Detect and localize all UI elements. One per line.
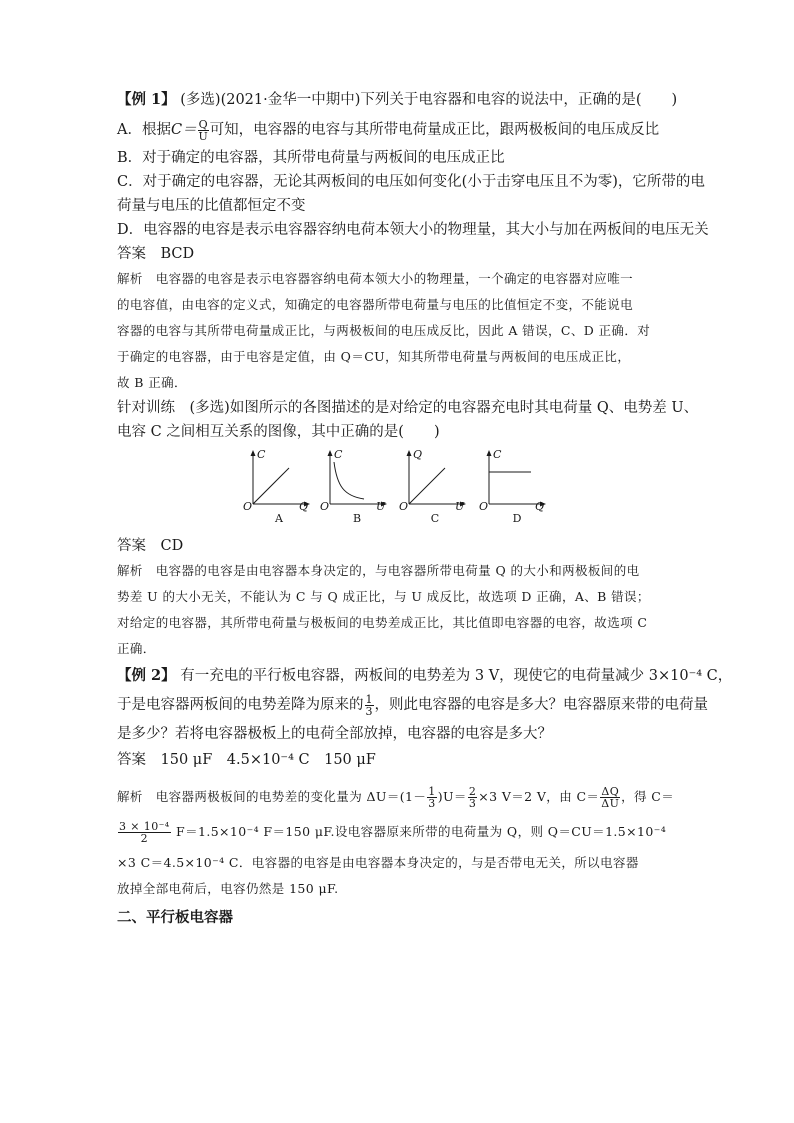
example1-stem: 【例 1】 (多选)(2021·金华一中期中)下列关于电容器和电容的说法中，正确的是( ): [117, 91, 678, 108]
graph-b-name: B: [352, 512, 362, 525]
option-b: B．对于确定的电容器，其所带电荷量与两板间的电压成正比: [117, 150, 505, 166]
graph-b-x-label: U: [376, 500, 386, 513]
graph-b-y-label: C: [334, 448, 343, 461]
analysis-line: 于确定的电容器，由于电容是定值，由 Q＝CU，知其所带电荷量与两板间的电压成正比，: [117, 349, 631, 364]
example2-label: 【例 2】: [117, 667, 176, 684]
graph-c-name: C: [430, 512, 440, 525]
example2-line2: 于是电容器两板间的电势差降为原来的 $\frac{1}{3}$ ，则此电容器的电容是多大？电容器原来带的电荷量: [117, 692, 708, 718]
option-d: D．电容器的电容是表示电容器容纳电荷本领大小的物理量，其大小与加在两板间的电压无关: [117, 222, 709, 238]
graph-d-x-label: Q: [535, 500, 545, 513]
graph-a: [243, 448, 313, 525]
option-c-line2: 荷量与电压的比值都恒定不变: [117, 198, 306, 214]
example1-answer: 答案 BCD: [117, 246, 195, 262]
drill-stem-line2: 电容 C 之间相互关系的图像，其中正确的是( ): [117, 424, 440, 440]
analysis-line: 正确．: [117, 641, 156, 656]
example1-question: 下列关于电容器和电容的说法中，正确的是(: [360, 92, 642, 108]
option-a: A．根据C＝ $\frac{Q}{U}$ 可知，电容器的电容与其所带电荷量成正比，跟两极板间的电压成反比: [117, 117, 660, 143]
graph-c: [399, 448, 469, 525]
analysis-line: 解析 电容器两极板间的电势差的变化量为 ΔU＝(1－ $\frac{1}{3}$ )U＝ $\frac{2}{3}$ ×3 V＝2 V，由 C＝ $\frac{\Delta Q}{\Delta U}$ ，得 C＝: [117, 785, 675, 810]
example1-tag: (多选)(2021·金华一中期中): [180, 92, 361, 108]
example1-label: 【例 1】: [117, 91, 176, 108]
section-heading: 二、平行板电容器: [117, 909, 233, 926]
graph-c-x-label: U: [455, 500, 465, 513]
example2-analysis: [117, 780, 679, 902]
graph-b: [320, 448, 390, 525]
graph-a-x-label: Q: [299, 500, 309, 513]
example2-line3: 是多少？若将电容器极板上的电荷全部放掉，电容器的电容是多大？: [117, 726, 552, 742]
analysis-line: 容器的电容与其所带电荷量成正比，与两极板间的电压成反比，因此 A 错误，C、D 正确．对: [117, 323, 651, 338]
example2-line1: 【例 2】 有一充电的平行板电容器，两板间的电势差为 3 V，现使它的电荷量减少 3×10⁻⁴ C，: [117, 667, 733, 684]
analysis-line: 势差 U 的大小无关，不能认为 C 与 Q 成正比，与 U 成反比，故选项 D 正确，A、B 错误；: [117, 589, 650, 604]
drill-answer: 答案 CD: [117, 538, 184, 554]
document-page: [117, 88, 733, 930]
example1-analysis: [117, 266, 679, 396]
fraction-q-over-u: $\frac{Q}{U}$: [198, 117, 208, 143]
graph-a-origin: O: [243, 500, 253, 513]
example2-answer: 答案 150 μF 4.5×10⁻⁴ C 150 μF: [117, 752, 376, 768]
graph-c-origin: O: [399, 500, 409, 513]
analysis-line: 解析 电容器的电容是表示电容器容纳电荷本领大小的物理量，一个确定的电容器对应唯一: [117, 271, 634, 286]
analysis-line: 对给定的电容器，其所带电荷量与极板间的电势差成正比，其比值即电容器的电容，故选项 C: [117, 615, 648, 630]
graph-c-y-label: Q: [413, 448, 423, 461]
drill-analysis: [117, 558, 679, 662]
graph-d: [479, 448, 549, 525]
graph-b-origin: O: [320, 500, 330, 513]
analysis-line: 放掉全部电荷后，电容仍然是 150 μF.: [117, 881, 339, 896]
analysis-line: 的电容值，由电容的定义式，知确定的电容器所带电荷量与电压的比值恒定不变，不能说电: [117, 297, 634, 312]
analysis-line: 解析 电容器的电容是由电容器本身决定的，与电容器所带电荷量 Q 的大小和两极板间的电: [117, 563, 640, 578]
graph-d-y-label: C: [493, 448, 502, 461]
graph-a-y-label: C: [257, 448, 266, 461]
analysis-line: ×3 C＝4.5×10⁻⁴ C．电容器的电容是由电容器本身决定的，与是否带电无关，所以电容器: [117, 855, 639, 870]
analysis-line: 故 B 正确．: [117, 375, 187, 390]
drill-stem-line1: 针对训练 (多选)如图所示的各图描述的是对给定的电容器充电时其电荷量 Q、电势差 U、: [117, 400, 699, 416]
graph-a-name: A: [275, 512, 283, 525]
graph-options: [117, 448, 679, 528]
option-c-line1: C．对于确定的电容器，无论其两板间的电压如何变化(小于击穿电压且不为零)，它所带的电: [117, 174, 705, 190]
graph-d-origin: O: [479, 500, 489, 513]
graph-d-name: D: [512, 512, 522, 525]
fraction-one-third: $\frac{1}{3}$: [365, 692, 373, 718]
analysis-line: $\frac{\text{3 × 10⁻⁴}}{2}$ F＝1.5×10⁻⁴ F＝150 μF.设电容器原来所带的电荷量为 Q，则 Q＝CU＝1.5×10⁻⁴: [119, 820, 667, 845]
